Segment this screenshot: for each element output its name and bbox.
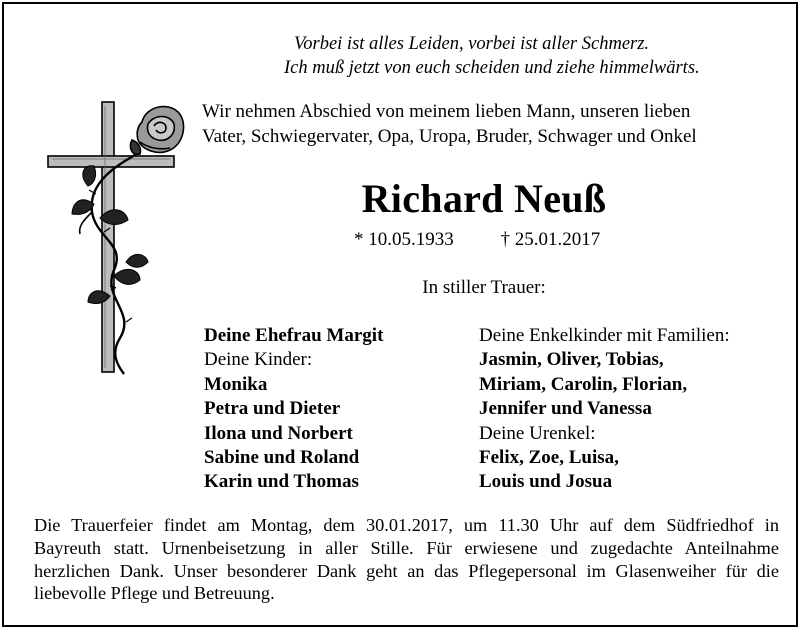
notice-line: liebevolle Pflege und Betreuung. <box>34 583 275 604</box>
funeral-notice <box>34 514 779 605</box>
mourner-line: Monika <box>204 373 268 395</box>
mourner-line: Deine Ehefrau Margit <box>204 325 384 346</box>
mourner-line: Miriam, Carolin, Florian, <box>479 373 688 395</box>
verse-line: Ich muß jetzt von euch scheiden und ziehe himmelwärts. <box>284 58 700 78</box>
cross-with-rose-icon <box>44 100 194 390</box>
obituary-card <box>2 2 798 627</box>
mourner-line: Deine Enkelkinder mit Familien: <box>479 325 730 346</box>
mourner-line: Louis und Josua <box>479 471 613 493</box>
mourner-line: Jasmin, Oliver, Tobias, <box>479 349 664 371</box>
notice-line: Die Trauerfeier findet am Montag, dem 30.01.2017, um 11.30 Uhr auf dem Südfriedhof in <box>34 515 779 535</box>
mourner-line: Deine Kinder: <box>204 349 313 371</box>
verse-line: Vorbei ist alles Leiden, vorbei ist aller Schmerz. <box>294 34 650 54</box>
mourner-line: Deine Urenkel: <box>479 422 596 444</box>
birth-date: * 10.05.1933 <box>354 229 454 250</box>
mourners-right-column <box>479 324 730 495</box>
notice-line: herzlichen Dank. Unser besonderer Dank geht an das Pflegepersonal im Glasenweiher für die <box>34 560 779 581</box>
death-date: † 25.01.2017 <box>500 229 601 250</box>
mourners-left-column <box>204 324 383 495</box>
mourner-line: Sabine und Roland <box>204 447 360 469</box>
mourner-line: Karin und Thomas <box>204 471 359 493</box>
mourner-line: Ilona und Norbert <box>204 422 353 444</box>
mourner-line: Felix, Zoe, Luisa, <box>479 447 619 469</box>
mourner-line: Jennifer und Vanessa <box>479 398 652 420</box>
intro-line: Wir nehmen Abschied von meinem lieben Mann, unseren lieben <box>202 101 691 122</box>
intro-line: Vater, Schwiegervater, Opa, Uropa, Bruder, Schwager und Onkel <box>202 125 697 147</box>
deceased-name: Richard Neuß <box>361 176 607 221</box>
mourner-line: Petra und Dieter <box>204 398 341 420</box>
intro-text <box>202 100 782 149</box>
notice-line: Bayreuth statt. Urnenbeisetzung in aller Stille. Für erwiesene und zugedachte Anteilnahme <box>34 537 779 558</box>
mourning-heading: In stiller Trauer: <box>422 277 546 298</box>
verse <box>284 32 774 80</box>
life-dates <box>354 228 600 252</box>
